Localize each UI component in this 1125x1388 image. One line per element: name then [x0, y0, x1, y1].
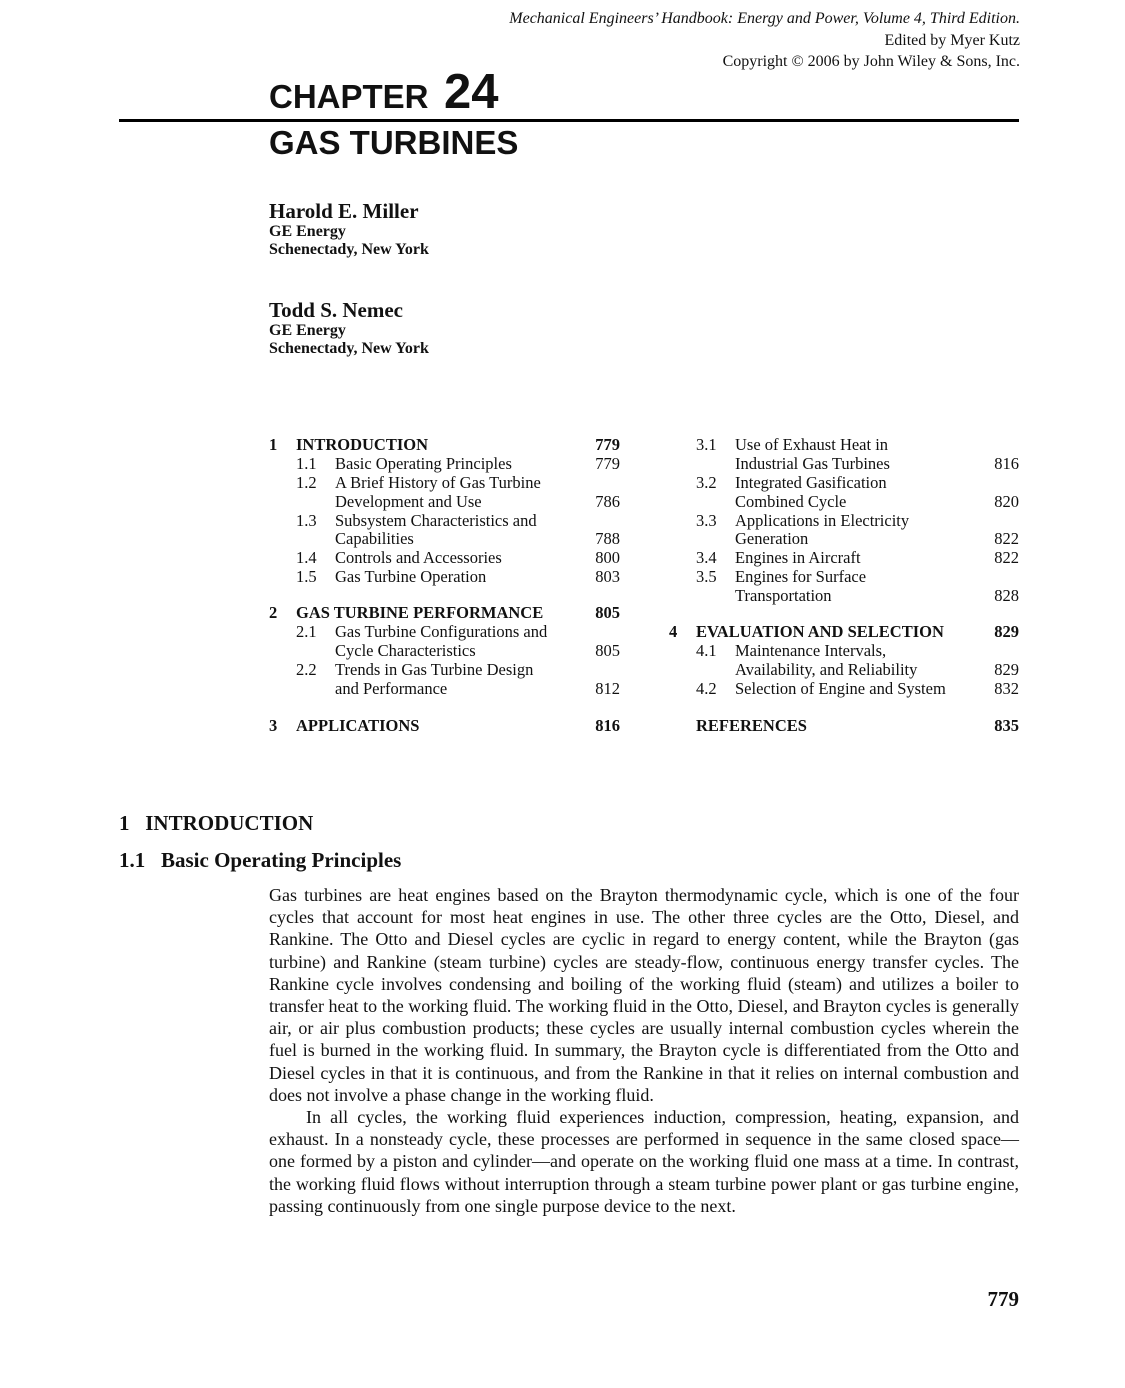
toc-page: 832 [994, 679, 1019, 698]
toc-entry-igcc-cont[interactable]: Combined Cycle [735, 492, 847, 511]
paragraph: In all cycles, the working fluid experiences induction, compression, heating, expansion, and exhaust. In a nonsteady cycle, these processes are performed in sequence in the same closed space—one formed by a piston and cylinder—and operate on the working fluid one mass at a time. In contrast, the working fluid flows without interruption through a steam turbine power plant or gas turbine engine, passing continuously from one single purpose device to the next. [269, 1107, 1019, 1216]
toc-page: 816 [595, 716, 620, 735]
toc-entry-operation[interactable]: Gas Turbine Operation [335, 567, 487, 586]
toc-entry-maintenance-cont[interactable]: Availability, and Reliability [735, 660, 918, 679]
toc-num: 3.2 [696, 473, 717, 492]
body-text [269, 884, 1019, 1217]
toc-entry-subsystem-cont[interactable]: Capabilities [335, 529, 414, 548]
toc-entry-trends-cont[interactable]: and Performance [335, 679, 448, 698]
toc-page: 822 [994, 548, 1019, 567]
toc-page: 835 [994, 716, 1019, 735]
page-number: 779 [987, 1287, 1019, 1311]
toc-num: 3.3 [696, 511, 717, 530]
author-name: Harold E. Miller [269, 199, 419, 223]
toc-page: 786 [595, 492, 620, 511]
author-place: Schenectady, New York [269, 340, 429, 357]
toc-entry-performance[interactable]: GAS TURBINE PERFORMANCE [296, 603, 544, 622]
toc-entry-history[interactable]: A Brief History of Gas Turbine [335, 473, 541, 492]
toc-entry-surface-transport[interactable]: Engines for Surface [735, 567, 867, 586]
toc-entry-igcc[interactable]: Integrated Gasification [735, 473, 887, 492]
editor-header: Edited by Myer Kutz [884, 32, 1020, 49]
toc-entry-electricity[interactable]: Applications in Electricity [735, 511, 910, 530]
toc-page: 788 [595, 529, 620, 548]
toc-page: 805 [595, 641, 620, 660]
toc-num: 1.4 [296, 548, 317, 567]
toc-entry-introduction[interactable]: INTRODUCTION [296, 435, 429, 454]
toc-entry-subsystem[interactable]: Subsystem Characteristics and [335, 511, 537, 530]
author-name: Todd S. Nemec [269, 298, 403, 322]
toc-num: 4.2 [696, 679, 717, 698]
toc-entry-exhaust-heat[interactable]: Use of Exhaust Heat in [735, 435, 889, 454]
toc-num: 3.4 [696, 548, 717, 567]
toc-entry-references[interactable]: REFERENCES [696, 716, 807, 735]
copyright-header: Copyright © 2006 by John Wiley & Sons, Inc. [722, 53, 1020, 70]
toc-entry-surface-transport-cont[interactable]: Transportation [735, 586, 832, 605]
toc-entry-selection[interactable]: Selection of Engine and System [735, 679, 946, 698]
toc-entry-basic-operating-principles[interactable]: Basic Operating Principles [335, 454, 512, 473]
toc-page: 812 [595, 679, 620, 698]
toc-num: 1.1 [296, 454, 317, 473]
toc-page: 829 [994, 622, 1019, 641]
chapter-title: GAS TURBINES [269, 124, 519, 161]
author-org: GE Energy [269, 322, 346, 339]
toc-num: 1 [269, 435, 278, 454]
toc-num: 4 [669, 622, 678, 641]
toc-entry-electricity-cont[interactable]: Generation [735, 529, 809, 548]
chapter-number: 24 [444, 65, 499, 119]
toc-entry-configurations[interactable]: Gas Turbine Configurations and [335, 622, 548, 641]
author-place: Schenectady, New York [269, 241, 429, 258]
toc-num: 3.5 [696, 567, 717, 586]
toc-page: 805 [595, 603, 620, 622]
toc-page: 779 [595, 454, 620, 473]
toc-page: 828 [994, 586, 1019, 605]
chapter-rule [119, 119, 1019, 122]
toc-num: 2.1 [296, 622, 317, 641]
toc-page: 800 [595, 548, 620, 567]
toc-entry-evaluation[interactable]: EVALUATION AND SELECTION [696, 622, 944, 641]
toc-num: 3.1 [696, 435, 717, 454]
toc-entry-trends[interactable]: Trends in Gas Turbine Design [335, 660, 534, 679]
subsection-heading: 1.1 Basic Operating Principles [119, 848, 402, 872]
toc-page: 803 [595, 567, 620, 586]
toc-page: 779 [595, 435, 620, 454]
section-heading: 1 INTRODUCTION [119, 811, 314, 835]
toc-entry-applications[interactable]: APPLICATIONS [296, 716, 420, 735]
toc-entry-configurations-cont[interactable]: Cycle Characteristics [335, 641, 476, 660]
toc-num: 2.2 [296, 660, 317, 679]
toc-page: 816 [994, 454, 1019, 473]
author-org: GE Energy [269, 223, 346, 240]
toc-num: 3 [269, 716, 278, 735]
toc-num: 1.3 [296, 511, 317, 530]
chapter-label: CHAPTER [269, 78, 429, 115]
toc-num: 1.2 [296, 473, 317, 492]
paragraph: Gas turbines are heat engines based on the Brayton thermodynamic cycle, which is one of the four cycles that account for most heat engines in use. The other three cycles are the Otto, Diesel, and Rankine. The Otto and Diesel cycles are cyclic in regard to energy content, while the Brayton (gas turbine) and Rankine (steam turbine) cycles are steady-flow, continuous energy transfer cycles. The Rankine cycle involves condensing and boiling of the working fluid (steam) and utilizes a boiler to transfer heat to the working fluid. The working fluid in the Otto, Diesel, and Brayton cycles is generally air, or air plus combustion products; these cycles are usually internal combustion cycles wherein the fuel is burned in the working fluid. In summary, the Brayton cycle is differentiated from the Otto and Diesel cycles in that it is continuous, and from the Rankine in that it relies on internal combustion and does not involve a phase change in the working fluid. [269, 885, 1019, 1105]
toc-num: 2 [269, 603, 278, 622]
toc-entry-exhaust-heat-cont[interactable]: Industrial Gas Turbines [735, 454, 890, 473]
toc-entry-aircraft[interactable]: Engines in Aircraft [735, 548, 861, 567]
toc-page: 829 [994, 660, 1019, 679]
toc-entry-controls[interactable]: Controls and Accessories [335, 548, 502, 567]
toc-entry-history-cont[interactable]: Development and Use [335, 492, 482, 511]
toc-entry-maintenance[interactable]: Maintenance Intervals, [735, 641, 887, 660]
toc-num: 1.5 [296, 567, 317, 586]
toc-page: 820 [994, 492, 1019, 511]
book-title-header: Mechanical Engineers’ Handbook: Energy and Power, Volume 4, Third Edition. [509, 10, 1020, 27]
toc-num: 4.1 [696, 641, 717, 660]
toc-page: 822 [994, 529, 1019, 548]
